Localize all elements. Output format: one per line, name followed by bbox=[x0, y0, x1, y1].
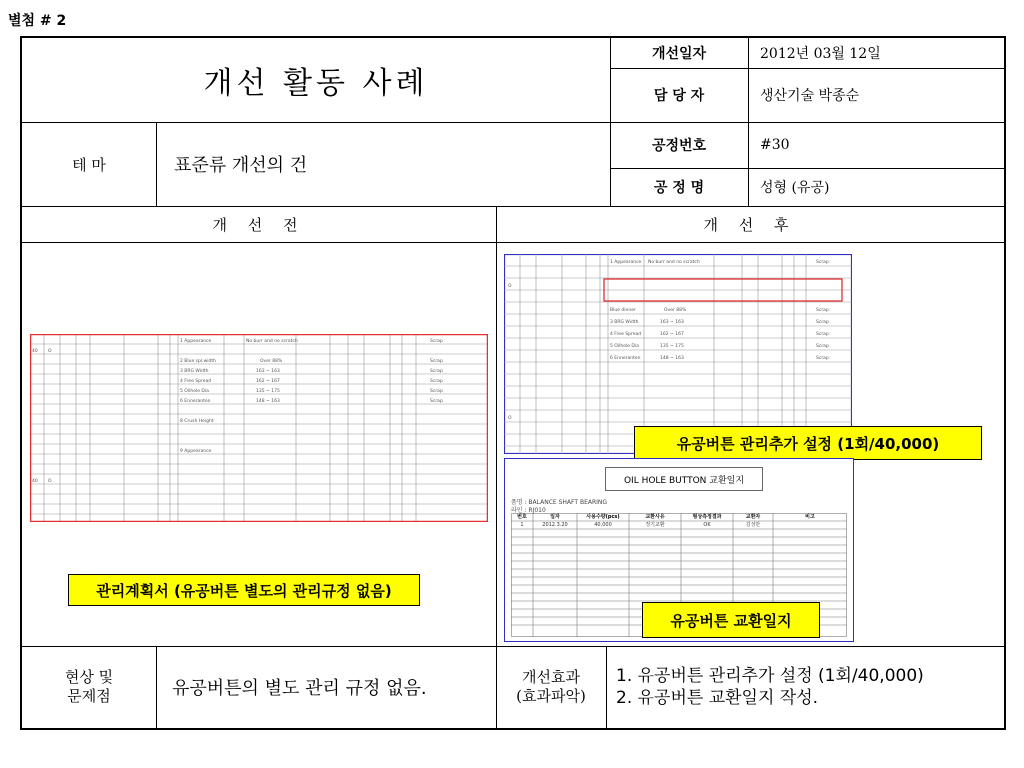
before-caption: 관리계획서 (유공버튼 별도의 관리규정 없음) bbox=[68, 574, 420, 606]
svg-text:6 Enneranten: 6 Enneranten bbox=[180, 399, 211, 404]
owner-label: 담 당 자 bbox=[653, 88, 705, 104]
svg-text:Blue dinner: Blue dinner bbox=[610, 308, 636, 313]
revised-plan-table-graphic bbox=[504, 254, 852, 454]
svg-text:163 ~ 163: 163 ~ 163 bbox=[660, 320, 684, 325]
svg-text:162 ~ 167: 162 ~ 167 bbox=[660, 332, 684, 337]
svg-text:O: O bbox=[48, 479, 52, 484]
problem-label-line2: 문제점 bbox=[67, 687, 111, 705]
svg-text:40: 40 bbox=[32, 349, 38, 354]
document-title: 개선 활동 사례 bbox=[203, 66, 429, 101]
svg-text:3 BRG Width: 3 BRG Width bbox=[180, 369, 209, 374]
log-col-date: 일자 bbox=[550, 514, 560, 520]
after-log-caption: 유공버튼 교환일지 bbox=[642, 602, 820, 638]
svg-text:6 Enneranten: 6 Enneranten bbox=[610, 356, 641, 361]
svg-text:9 Appearance: 9 Appearance bbox=[180, 449, 212, 454]
svg-text:40: 40 bbox=[32, 479, 38, 484]
owner-value: 생산기술 박종순 bbox=[760, 88, 860, 104]
log-cell-worker: 김성만 bbox=[745, 522, 761, 528]
effect-list bbox=[606, 646, 1004, 728]
log-col-result: 형상측정결과 bbox=[692, 514, 722, 520]
svg-text:Scrap: Scrap bbox=[430, 359, 443, 364]
svg-text:3 BRG Width: 3 BRG Width bbox=[610, 320, 639, 325]
process-no-label: 공정번호 bbox=[651, 138, 707, 154]
svg-text:1 Appearance: 1 Appearance bbox=[610, 260, 642, 265]
svg-text:Scrap: Scrap bbox=[816, 260, 829, 265]
revised-control-plan-image bbox=[504, 254, 852, 454]
log-cell-qty: 40,000 bbox=[594, 522, 612, 528]
svg-text:8 Crush Height: 8 Crush Height bbox=[180, 419, 214, 424]
before-header: 개 선 전 bbox=[212, 215, 306, 234]
effect-label bbox=[496, 646, 606, 728]
exchange-log-header-row bbox=[511, 513, 847, 521]
process-name-value: 성형 (유공) bbox=[760, 180, 830, 196]
svg-text:Scrap: Scrap bbox=[816, 356, 829, 361]
svg-text:1 Appearance: 1 Appearance bbox=[180, 339, 212, 344]
svg-text:5 Oilhole Dia: 5 Oilhole Dia bbox=[180, 389, 209, 394]
svg-text:148 ~ 163: 148 ~ 163 bbox=[256, 399, 280, 404]
svg-text:Scrap: Scrap bbox=[430, 389, 443, 394]
log-col-reason: 교환사유 bbox=[645, 514, 665, 520]
control-plan-table-graphic bbox=[30, 334, 488, 522]
log-cell-note bbox=[773, 521, 847, 529]
process-no-value: #30 bbox=[760, 137, 790, 153]
exchange-log-title: OIL HOLE BUTTON 교환일지 bbox=[605, 467, 763, 491]
log-col-worker: 교환자 bbox=[745, 514, 761, 520]
exchange-log-meta1: 품명 : BALANCE SHAFT BEARING bbox=[511, 499, 608, 506]
log-cell-result: OK bbox=[703, 522, 711, 528]
svg-text:Scrap: Scrap bbox=[816, 320, 829, 325]
log-cell-date: 2012.3.20 bbox=[542, 522, 568, 528]
svg-text:O: O bbox=[48, 349, 52, 354]
svg-text:4 Free Spread: 4 Free Spread bbox=[610, 332, 642, 337]
problem-value: 유공버튼의 별도 관리 규정 없음. bbox=[172, 678, 427, 699]
control-plan-image bbox=[30, 334, 488, 522]
date-value: 2012년 03월 12일 bbox=[760, 46, 881, 62]
svg-text:135 ~ 175: 135 ~ 175 bbox=[660, 344, 684, 349]
svg-text:Scrap: Scrap bbox=[816, 308, 829, 313]
svg-text:Over 88%: Over 88% bbox=[260, 359, 283, 364]
svg-text:Scrap: Scrap bbox=[816, 332, 829, 337]
svg-text:5 Oilhole Dia: 5 Oilhole Dia bbox=[610, 344, 639, 349]
after-header: 개 선 후 bbox=[703, 215, 797, 234]
effect-label-line2: (효과파악) bbox=[516, 687, 586, 705]
process-name-label: 공 정 명 bbox=[653, 180, 705, 196]
attachment-label: 별첨 # 2 bbox=[8, 13, 67, 29]
svg-text:No burr and no scratch: No burr and no scratch bbox=[246, 339, 298, 344]
svg-text:Scrap: Scrap bbox=[816, 344, 829, 349]
problem-label-line1: 현상 및 bbox=[64, 668, 114, 686]
svg-text:2 Blue spl.width: 2 Blue spl.width bbox=[180, 359, 216, 364]
theme-value: 표준류 개선의 건 bbox=[174, 155, 308, 176]
log-col-no: 번호 bbox=[517, 514, 527, 520]
log-col-qty: 사용수량(pcs) bbox=[586, 514, 620, 520]
svg-text:Over 88%: Over 88% bbox=[664, 308, 687, 313]
svg-text:4 Free Spread: 4 Free Spread bbox=[180, 379, 212, 384]
svg-text:O: O bbox=[508, 416, 512, 421]
after-plan-caption: 유공버튼 관리추가 설정 (1회/40,000) bbox=[634, 426, 982, 460]
exchange-log-row bbox=[511, 521, 847, 529]
svg-text:163 ~ 163: 163 ~ 163 bbox=[256, 369, 280, 374]
svg-text:Scrap: Scrap bbox=[430, 399, 443, 404]
log-col-note: 비고 bbox=[805, 514, 815, 520]
svg-text:O: O bbox=[508, 284, 512, 289]
exchange-log-meta2: 라인 : RJ010 bbox=[511, 507, 546, 514]
svg-text:Scrap: Scrap bbox=[430, 379, 443, 384]
problem-label bbox=[22, 646, 156, 728]
effect-item-1: 1. 유공버튼 관리추가 설정 (1회/40,000) bbox=[616, 666, 924, 686]
date-label: 개선일자 bbox=[651, 46, 707, 62]
log-cell-no: 1 bbox=[520, 522, 524, 528]
svg-text:No burr and no scratch: No burr and no scratch bbox=[648, 260, 700, 265]
svg-text:148 ~ 163: 148 ~ 163 bbox=[660, 356, 684, 361]
svg-text:Scrap: Scrap bbox=[430, 339, 443, 344]
log-cell-reason: 정기교환 bbox=[645, 522, 665, 528]
theme-label: 테 마 bbox=[72, 155, 106, 174]
svg-text:162 ~ 167: 162 ~ 167 bbox=[256, 379, 280, 384]
effect-item-2: 2. 유공버튼 교환일지 작성. bbox=[616, 688, 819, 708]
improvement-form bbox=[20, 36, 1006, 730]
svg-text:Scrap: Scrap bbox=[430, 369, 443, 374]
svg-text:135 ~ 175: 135 ~ 175 bbox=[256, 389, 280, 394]
effect-label-line1: 개선효과 bbox=[522, 668, 580, 686]
